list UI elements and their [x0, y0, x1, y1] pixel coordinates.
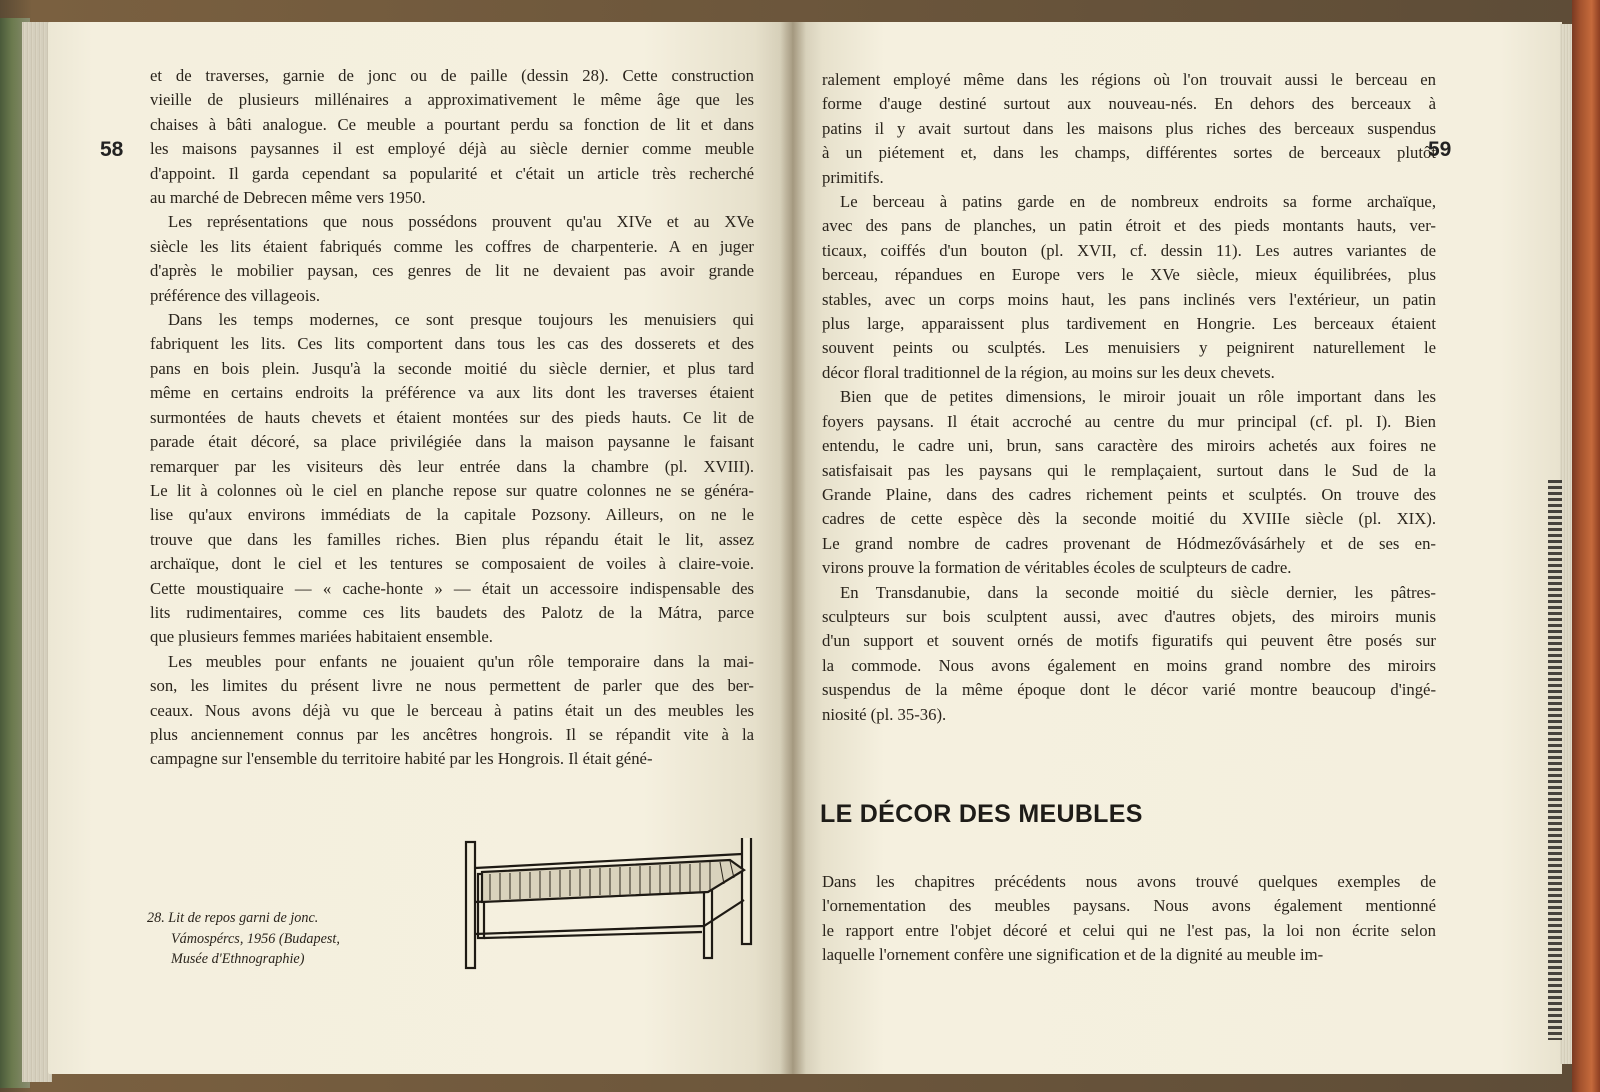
text-line: pans en bois plein. Jusqu'à la seconde moitié du siècle dernier, et plus tard [150, 358, 754, 378]
text-line: virons prouve la formation de véritables écoles de sculpteurs de cadre. [822, 558, 1292, 578]
text-line: décor floral traditionnel de la région, au moins sur les deux chevets. [822, 362, 1275, 382]
text-line: ralement employé même dans les régions où l'on trouvait aussi le berceau en [822, 70, 1436, 89]
text-line: parade était décoré, sa place privilégiée dans la maison paysanne le faisant [150, 432, 754, 452]
text-line: d'un support et souvent ornés de motifs figuratifs qui peuvent être posés sur [822, 631, 1436, 651]
text-line: d'après le mobilier paysan, ces genres de lit ne devaient pas avoir grande [150, 261, 754, 281]
left-body-text [150, 64, 754, 772]
text-line: et de traverses, garnie de jonc ou de paille (dessin 28). Cette construction [150, 66, 754, 85]
text-line: ticaux, coiffés d'un bouton (pl. XVII, cf. dessin 11). Les autres variantes de [822, 240, 1436, 260]
text-line: campagne sur l'ensemble du territoire habité par les Hongrois. Il était géné- [150, 749, 653, 769]
text-line: Le grand nombre de cadres provenant de Hódmezővásárhely et de ses en- [822, 533, 1436, 553]
text-line: plus large, apparaissent plus tardivement en Hongrie. Les berceaux étaient [822, 314, 1436, 334]
caption-line: 28. Lit de repos garni de jonc. [147, 910, 319, 926]
text-line: à un piétement et, dans les champs, différentes sortes de berceaux plutôt [822, 143, 1436, 163]
text-line: la commode. Nous avons également en moins grand nombre des miroirs [822, 655, 1436, 675]
text-line: avec des pans de planches, un patin étroit et des pieds montants hauts, ver- [822, 216, 1436, 236]
text-line: archaïque, dont le ciel et les tentures se composaient de voiles à claire-voie. [150, 554, 754, 574]
text-line: entendu, le cadre uni, brun, sans caractère des miroirs achetés aux foires ne [822, 436, 1436, 456]
text-line: stables, avec un corps moins haut, les pans inclinés vers l'extérieur, un patin [822, 289, 1436, 309]
text-line: Les meubles pour enfants ne jouaient qu'un rôle temporaire dans la mai- [168, 651, 754, 671]
book-gutter [780, 22, 806, 1074]
text-line: lits rudimentaires, comme ces lits baudets des Palotz de la Mátra, parce [150, 602, 754, 622]
text-line: vieille de plusieurs millénaires a approximativement le même âge que les [150, 90, 754, 110]
section-heading: LE DÉCOR DES MEUBLES [820, 800, 1143, 828]
text-line: plus anciennement connus par les ancêtres hongrois. Il se répandit vite à la [150, 724, 754, 744]
text-line: Dans les temps modernes, ce sont presque toujours les menuisiers qui [168, 310, 754, 330]
text-line: niosité (pl. 35-36). [822, 704, 947, 724]
text-line: souvent peints ou sculptés. Les menuisiers y peignirent naturellement le [822, 338, 1436, 358]
text-line: suspendus de la même époque dont le décor varié montre beaucoup d'ingé- [822, 680, 1436, 700]
section-body-text [822, 870, 1436, 968]
text-line: son, les limites du présent livre ne nous permettent de parler que des ber- [150, 676, 754, 696]
text-line: foyers paysans. Il était accroché au centre du mur principal (cf. pl. I). Bien [822, 411, 1436, 431]
text-line: trouve que dans les familles riches. Bien plus répandu était le lit, assez [150, 529, 754, 549]
text-line: sculpteurs sur bois sculptent aussi, avec d'autres objets, des miroirs munis [822, 606, 1436, 626]
text-line: Dans les chapitres précédents nous avons trouvé quelques exemples de [822, 872, 1436, 891]
text-line: fabriquent les lits. Ces lits comportent dans tous les cas des dosserets et des [150, 334, 754, 354]
text-line: satisfaisait pas les paysans qui le remplaçaient, surtout dans le Sud de la [822, 460, 1436, 480]
text-line: remarquer par les visiteurs dès leur entrée dans la chambre (pl. XVIII). [150, 456, 754, 476]
text-line: Le lit à colonnes où le ciel en planche repose sur quatre colonnes ne se généra- [150, 480, 754, 500]
daybed-illustration [462, 838, 762, 973]
text-line: les maisons paysannes il est employé déjà au siècle dernier comme meuble [150, 139, 754, 159]
text-line: patins il y avait surtout dans les maisons plus riches des berceaux suspendus [822, 118, 1436, 138]
text-line: Le berceau à patins garde en de nombreux endroits sa forme archaïque, [840, 192, 1436, 212]
text-line: siècle les lits étaient fabriqués comme les coffres de charpenterie. A en juger [150, 236, 754, 256]
text-line: le rapport entre l'objet décoré et celui qui ne l'est pas, la loi non écrite selon [822, 920, 1436, 940]
ribbon-marker [1548, 480, 1562, 1040]
text-line: que plusieurs femmes mariées habitaient ensemble. [150, 627, 493, 647]
text-line: forme d'auge destiné surtout aux nouveau-nés. En dehors des berceaux à [822, 94, 1436, 114]
text-line: Grande Plaine, dans des cadres richement peints et sculptés. On trouve des [822, 484, 1436, 504]
text-line: Les représentations que nous possédons prouvent qu'au XIVe et au XVe [168, 212, 754, 232]
text-line: surmontées de hauts chevets et étaient montées sur des pieds hauts. Ce lit de [150, 407, 754, 427]
right-cover-edge [1572, 0, 1600, 1092]
text-line: l'ornementation des meubles paysans. Nous avons également mentionné [822, 896, 1436, 916]
page-number-right: 59 [1428, 138, 1452, 161]
text-line: berceau, répandues en Europe vers le XVe siècle, mieux équilibrées, plus [822, 265, 1436, 285]
text-line: chaises à bâti analogue. Ce meuble a pourtant perdu sa fonction de lit et dans [150, 114, 754, 134]
page-number-left: 58 [100, 138, 124, 161]
text-line: ceaux. Nous avons déjà vu que le berceau à patins était un des meubles les [150, 700, 754, 720]
figure-caption [147, 908, 387, 970]
text-line: cadres de cette espèce dès la seconde moitié du XVIIIe siècle (pl. XIX). [822, 509, 1436, 529]
text-line: lise qu'aux environs immédiats de la capitale Pozsony. Ailleurs, on ne le [150, 505, 754, 525]
text-line: En Transdanubie, dans la seconde moitié du siècle dernier, les pâtres- [840, 582, 1436, 602]
text-line: au marché de Debrecen même vers 1950. [150, 188, 426, 208]
text-line: Bien que de petites dimensions, le miroir jouait un rôle important dans les [840, 387, 1436, 407]
caption-line: Musée d'Ethnographie) [171, 951, 305, 967]
text-line: primitifs. [822, 167, 884, 187]
text-line: même en certains endroits la préférence va aux lits dont les traverses étaient [150, 383, 754, 403]
caption-line: Vámospércs, 1956 (Budapest, [171, 930, 340, 947]
text-line: préférence des villageois. [150, 285, 321, 305]
text-line: d'appoint. Il garda cependant sa popularité et c'était un article très recherché [150, 163, 754, 183]
text-line: laquelle l'ornement confère une signification et de la dignité au meuble im- [822, 945, 1324, 965]
text-line: Cette moustiquaire — « cache-honte » — était un accessoire indispensable des [150, 578, 754, 598]
right-body-text [822, 68, 1436, 727]
